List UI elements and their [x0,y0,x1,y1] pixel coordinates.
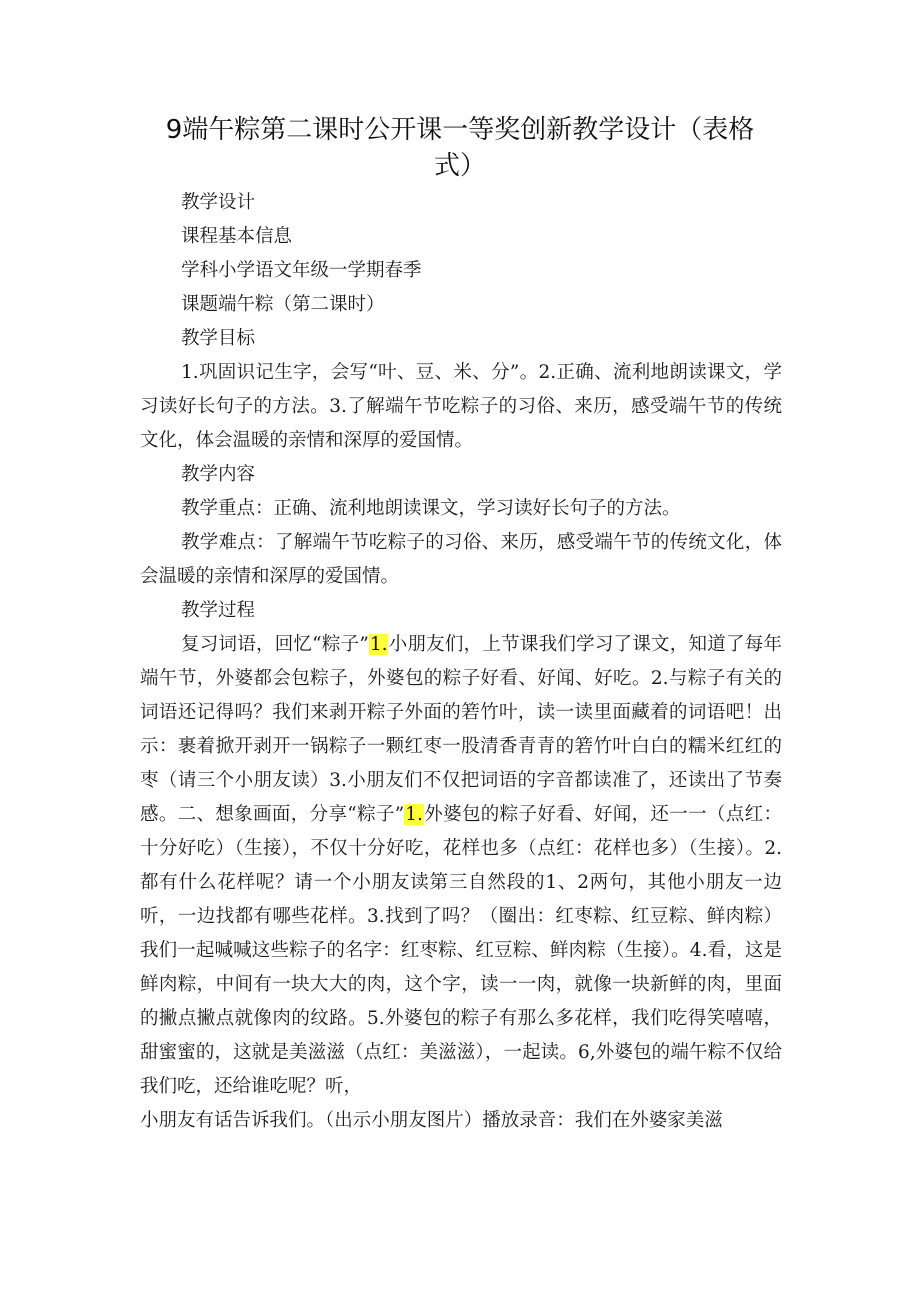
course-info: 学科小学语文年级一学期春季 [181,260,422,281]
process-text: 外婆包的粽子好看、好闻，还一一（点红：十分好吃）（生接），不仅十分好吃，花样也多（点红：花样也多）（生接）。2.都有什么花样呢？请一个小朋友读第三自然段的1、2两句，其他小朋友一边听，一边找都有哪些花样。3.找到了吗？（圈出：红枣粽、红豆粽、鲜肉粽）我们一起喊喊这些粽子的名字：红枣粽、红豆粽、鲜肉粽（生接）。4.看，这是鲜肉粽，中间有一块大大的肉，这个字，读一一肉，就像一块新鲜的肉，里面的撇点撇点就像肉的纹路。5.外婆包的粽子有那么多花样，我们吃得笑嘻嘻，甜蜜蜜的，这就是美滋滋（点红：美滋滋），一起读。6,外婆包的端午粽不仅给我们吃，还给谁吃呢？听， [140,804,782,1097]
lesson-topic: 课题端午粽（第二课时） [181,294,385,315]
document-body [140,186,782,1138]
highlighted-number: 1. [405,804,423,825]
process-text: 小朋友们，上节课我们学习了课文，知道了每年端午节，外婆都会包粽子，外婆包的粽子好看、好闻、好吃。2.与粽子有关的词语还记得吗？我们来剥开粽子外面的箬竹叶，读一读里面藏着的词语吧！出示：裹着掀开剥开一锅粽子一颗红枣一股清香青青的箬竹叶白白的糯米红红的枣（请三个小朋友读）3.小朋友们不仅把词语的字音都读准了，还读出了节奏感。二、想象画面，分享“粽子” [140,634,782,825]
process-text: 复习词语，回忆“粽子” [181,634,369,655]
section-heading: 教学内容 [181,464,256,485]
teaching-key-points: 教学重点：正确、流利地朗读课文，学习读好长句子的方法。 [181,498,681,519]
process-continuation: 小朋友有话告诉我们。（出示小朋友图片）播放录音：我们在外婆家美滋 [140,1110,723,1131]
teaching-objectives: 1.巩固识记生字，会写“叶、豆、米、分”。2.正确、流利地朗读课文，学习读好长句子的方法。3.了解端午节吃粽子的习俗、来历，感受端午节的传统文化，体会温暖的亲情和深厚的爱国情。 [140,362,782,451]
teaching-difficulties: 教学难点：了解端午节吃粽子的习俗、来历，感受端午节的传统文化，体会温暖的亲情和深厚的爱国情。 [140,532,782,587]
section-heading: 课程基本信息 [181,226,293,247]
highlighted-number: 1. [369,634,388,655]
title-line-2: 式） [433,151,486,181]
document-title [140,112,780,184]
teaching-process-paragraph [140,628,782,1104]
section-heading: 教学目标 [181,328,256,349]
section-heading: 教学过程 [181,600,256,621]
title-line-1: 9端午粽第二课时公开课一等奖创新教学设计（表格 [165,115,755,145]
section-heading: 教学设计 [181,192,256,213]
